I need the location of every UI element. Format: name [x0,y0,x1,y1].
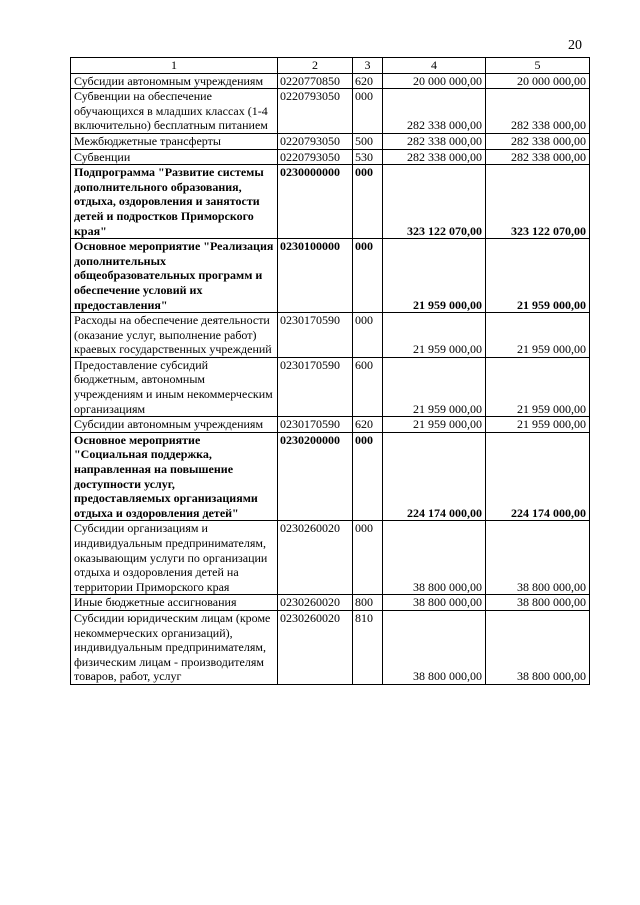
row-amount-5: 224 174 000,00 [486,432,590,521]
row-code: 0230260020 [278,610,353,684]
row-amount-5: 21 959 000,00 [486,313,590,358]
row-amount-4: 38 800 000,00 [383,610,486,684]
header-col-1: 1 [71,58,278,74]
header-col-2: 2 [278,58,353,74]
row-amount-5: 21 959 000,00 [486,239,590,313]
row-sub-code: 620 [353,73,383,89]
row-amount-4: 282 338 000,00 [383,133,486,149]
row-name: Расходы на обеспечение деятельности (оказание услуг, выполнение работ) краевых государственных учреждений [71,313,278,358]
row-amount-5: 282 338 000,00 [486,149,590,165]
row-name: Субсидии организациям и индивидуальным предпринимателям, оказывающим услуги по организации отдыха и оздоровления детей на территории Приморского края [71,521,278,595]
table-row [71,133,590,149]
row-sub-code: 620 [353,417,383,433]
row-amount-4: 38 800 000,00 [383,521,486,595]
row-amount-4: 282 338 000,00 [383,89,486,134]
row-name: Межбюджетные трансферты [71,133,278,149]
row-amount-4: 20 000 000,00 [383,73,486,89]
row-code: 0230260020 [278,521,353,595]
row-amount-4: 323 122 070,00 [383,165,486,239]
row-name: Подпрограмма "Развитие системы дополнительного образования, отдыха, оздоровления и занятости детей и подростков Приморского края" [71,165,278,239]
page-number: 20 [568,38,582,53]
table-row [71,149,590,165]
table-row [71,610,590,684]
row-name: Субвенции [71,149,278,165]
row-amount-5: 21 959 000,00 [486,417,590,433]
table-row [71,73,590,89]
row-sub-code: 000 [353,521,383,595]
row-code: 0230200000 [278,432,353,521]
row-sub-code: 530 [353,149,383,165]
row-amount-4: 21 959 000,00 [383,417,486,433]
row-sub-code: 500 [353,133,383,149]
row-amount-5: 20 000 000,00 [486,73,590,89]
row-code: 0230170590 [278,313,353,358]
row-sub-code: 600 [353,357,383,416]
table-row [71,313,590,358]
row-code: 0220793050 [278,133,353,149]
row-amount-4: 21 959 000,00 [383,239,486,313]
row-amount-4: 21 959 000,00 [383,313,486,358]
row-amount-5: 282 338 000,00 [486,89,590,134]
row-amount-5: 38 800 000,00 [486,521,590,595]
row-sub-code: 000 [353,313,383,358]
header-col-4: 4 [383,58,486,74]
table-row [71,165,590,239]
row-amount-5: 282 338 000,00 [486,133,590,149]
header-col-3: 3 [353,58,383,74]
row-code: 0230000000 [278,165,353,239]
row-name: Субвенции на обеспечение обучающихся в младших классах (1-4 включительно) бесплатным питанием [71,89,278,134]
table-row [71,417,590,433]
table-row [71,521,590,595]
row-sub-code: 810 [353,610,383,684]
row-amount-4: 21 959 000,00 [383,357,486,416]
row-amount-5: 21 959 000,00 [486,357,590,416]
row-code: 0220793050 [278,149,353,165]
row-name: Субсидии автономным учреждениям [71,73,278,89]
table-header-row [71,58,590,74]
row-name: Основное мероприятие "Реализация дополнительных общеобразовательных программ и обеспечение условий их предоставления" [71,239,278,313]
row-sub-code: 800 [353,595,383,611]
row-code: 0220793050 [278,89,353,134]
row-amount-5: 38 800 000,00 [486,595,590,611]
header-col-5: 5 [486,58,590,74]
table-row [71,89,590,134]
row-code: 0230100000 [278,239,353,313]
budget-table [70,57,590,685]
row-name: Субсидии автономным учреждениям [71,417,278,433]
table-row [71,239,590,313]
row-sub-code: 000 [353,239,383,313]
table-row [71,357,590,416]
table-row [71,432,590,521]
row-amount-5: 323 122 070,00 [486,165,590,239]
table-row [71,595,590,611]
row-amount-5: 38 800 000,00 [486,610,590,684]
row-name: Субсидии юридическим лицам (кроме некоммерческих организаций), индивидуальным предпринимателям, физическим лицам - производителям товаров, работ, услуг [71,610,278,684]
row-sub-code: 000 [353,89,383,134]
row-code: 0230260020 [278,595,353,611]
row-name: Иные бюджетные ассигнования [71,595,278,611]
row-sub-code: 000 [353,432,383,521]
row-code: 0230170590 [278,357,353,416]
row-sub-code: 000 [353,165,383,239]
row-code: 0220770850 [278,73,353,89]
row-amount-4: 282 338 000,00 [383,149,486,165]
row-name: Предоставление субсидий бюджетным, автономным учреждениям и иным некоммерческим организациям [71,357,278,416]
row-name: Основное мероприятие "Социальная поддержка, направленная на повышение доступности услуг, предоставляемых организациями отдыха и оздоровления детей" [71,432,278,521]
row-amount-4: 38 800 000,00 [383,595,486,611]
row-code: 0230170590 [278,417,353,433]
row-amount-4: 224 174 000,00 [383,432,486,521]
